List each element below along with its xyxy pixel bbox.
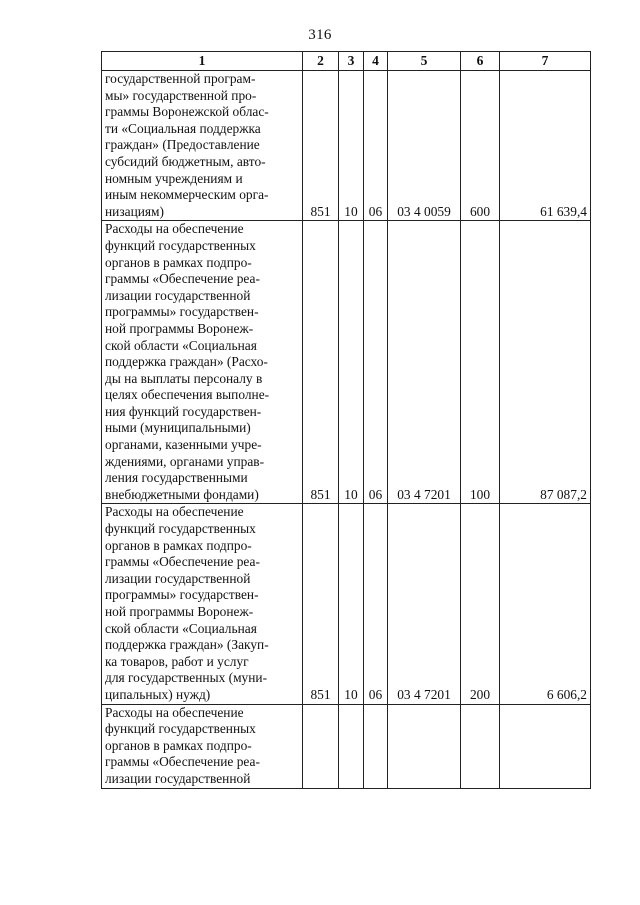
description-line: ной программы Воронеж- <box>105 320 254 336</box>
description-line: низациям) <box>105 203 164 219</box>
description-line: государственной програм- <box>105 71 256 86</box>
row-description <box>102 704 303 788</box>
description-line: ными (муниципальными) <box>105 420 251 436</box>
description-line: органов в рамках подпро- <box>105 737 252 753</box>
description-line: для государственных (муни- <box>105 670 268 686</box>
subsection-code-cell: 06 <box>364 504 388 704</box>
row-description <box>102 504 303 704</box>
description-line: целях обеспечения выполне- <box>105 387 270 403</box>
column-header-3: 3 <box>339 52 364 71</box>
description-line: ной программы Воронеж- <box>105 604 254 619</box>
section-code-cell <box>339 704 364 788</box>
description-line: граммы «Обеспечение реа- <box>105 271 260 287</box>
description-line: внебюджетными фондами) <box>105 486 259 502</box>
description-line: номным учреждениям и <box>105 170 243 186</box>
description-line: ка товаров, работ и услуг <box>105 653 249 669</box>
description-line: функций государственных <box>105 721 256 737</box>
column-header-2: 2 <box>303 52 339 71</box>
expense-type-code-cell: 600 <box>461 71 500 221</box>
description-line: граммы Воронежской облас- <box>105 104 269 120</box>
column-header-4: 4 <box>364 52 388 71</box>
table-row <box>102 71 591 221</box>
description-line: органов в рамках подпро- <box>105 254 252 270</box>
description-line: Расходы на обеспечение <box>105 221 244 237</box>
section-code-cell: 10 <box>339 71 364 221</box>
amount-cell <box>500 704 591 788</box>
description-line: ния функций государствен- <box>105 403 262 419</box>
description-line: мы» государственной про- <box>105 87 257 103</box>
description-line: субсидий бюджетным, авто- <box>105 153 266 169</box>
description-line: программы» государствен- <box>105 304 259 320</box>
ministry-code-cell: 851 <box>303 71 339 221</box>
description-line: граммы «Обеспечение реа- <box>105 754 260 770</box>
description-line: поддержка граждан» (Расхо- <box>105 354 268 370</box>
ministry-code-cell: 851 <box>303 504 339 704</box>
column-header-7: 7 <box>500 52 591 71</box>
table-body <box>102 71 591 789</box>
description-line: ления государственными <box>105 470 248 486</box>
table-row <box>102 221 591 504</box>
description-line: граждан» (Предоставление <box>105 137 260 153</box>
description-line: ской области «Социальная <box>105 337 257 353</box>
budget-table <box>101 51 591 789</box>
subsection-code-cell: 06 <box>364 71 388 221</box>
target-article-code-cell: 03 4 7201 <box>388 221 461 504</box>
description-line: иным некоммерческим орга- <box>105 187 269 203</box>
description-line: ждениями, органами управ- <box>105 453 265 469</box>
description-line: ской области «Социальная <box>105 620 257 636</box>
description-line: поддержка граждан» (Закуп- <box>105 637 269 653</box>
expense-type-code-cell: 200 <box>461 504 500 704</box>
description-line: ти «Социальная поддержка <box>105 120 261 136</box>
subsection-code-cell: 06 <box>364 221 388 504</box>
description-line: лизации государственной <box>105 770 251 786</box>
description-line: программы» государствен- <box>105 587 259 603</box>
expense-type-code-cell <box>461 704 500 788</box>
description-line: Расходы на обеспечение <box>105 704 244 720</box>
target-article-code-cell: 03 4 0059 <box>388 71 461 221</box>
amount-cell: 6 606,2 <box>500 504 591 704</box>
amount-cell: 87 087,2 <box>500 221 591 504</box>
description-line: ды на выплаты персоналу в <box>105 370 263 386</box>
target-article-code-cell: 03 4 7201 <box>388 504 461 704</box>
description-line: лизации государственной <box>105 287 251 303</box>
column-header-5: 5 <box>388 52 461 71</box>
ministry-code-cell <box>303 704 339 788</box>
description-line: органами, казенными учре- <box>105 437 262 453</box>
column-header-1: 1 <box>102 52 303 71</box>
description-line: Расходы на обеспечение <box>105 504 244 520</box>
description-line: граммы «Обеспечение реа- <box>105 554 260 570</box>
section-code-cell: 10 <box>339 221 364 504</box>
table-row <box>102 504 591 704</box>
description-line: лизации государственной <box>105 570 251 586</box>
row-description <box>102 221 303 504</box>
amount-cell: 61 639,4 <box>500 71 591 221</box>
ministry-code-cell: 851 <box>303 221 339 504</box>
row-description <box>102 71 303 221</box>
column-header-6: 6 <box>461 52 500 71</box>
subsection-code-cell <box>364 704 388 788</box>
section-code-cell: 10 <box>339 504 364 704</box>
description-line: функций государственных <box>105 521 256 537</box>
description-line: органов в рамках подпро- <box>105 537 252 553</box>
description-line: ципальных) нужд) <box>105 686 211 702</box>
page-number: 316 <box>308 27 332 43</box>
header-row <box>102 52 591 71</box>
description-line: функций государственных <box>105 237 256 253</box>
expense-type-code-cell: 100 <box>461 221 500 504</box>
target-article-code-cell <box>388 704 461 788</box>
table-row <box>102 704 591 788</box>
